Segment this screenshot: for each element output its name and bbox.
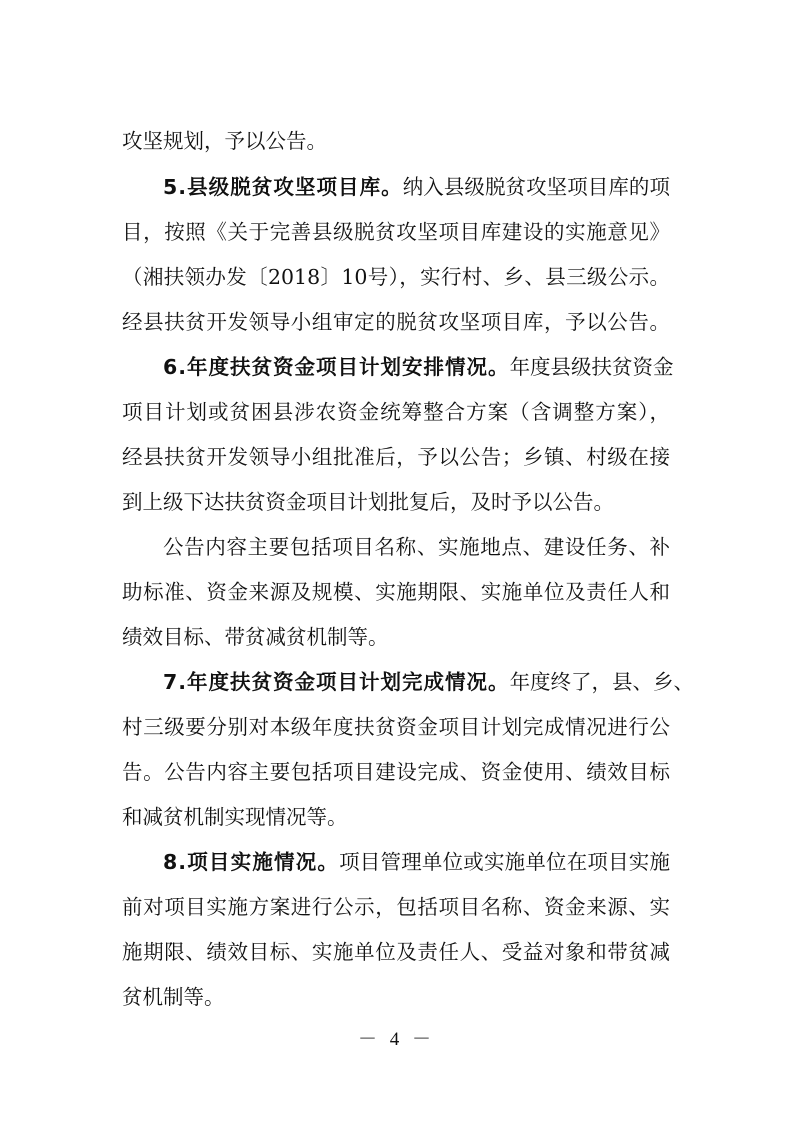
section-6-line: 到上级下达扶贫资金项目计划批复后，及时予以公告。 — [122, 490, 614, 514]
section-6-line: 经县扶贫开发领导小组批准后，予以公告；乡镇、村级在接 — [122, 445, 670, 469]
section-5-line: 经县扶贫开发领导小组审定的脱贫攻坚项目库，予以公告。 — [122, 310, 670, 334]
page-number: － 4 － — [357, 1029, 435, 1050]
content-paragraph-first-line: 公告内容主要包括项目名称、实施地点、建设任务、补 — [163, 535, 670, 559]
section-8-line: 贫机制等。 — [122, 985, 225, 1009]
section-7-line: 告。公告内容主要包括项目建设完成、资金使用、绩效目标 — [122, 760, 670, 784]
section-8-first-line: 8.项目实施情况。项目管理单位或实施单位在项目实施 — [163, 850, 671, 874]
section-6-heading: 6.年度扶贫资金项目计划安排情况。 — [163, 355, 510, 379]
content-paragraph-line: 助标准、资金来源及规模、实施期限、实施单位及责任人和 — [122, 580, 670, 604]
section-5-line: 目，按照《关于完善县级脱贫攻坚项目库建设的实施意见》 — [122, 220, 670, 244]
section-8-line: 前对项目实施方案进行公示，包括项目名称、资金来源、实 — [122, 895, 670, 919]
section-5-heading: 5.县级脱贫攻坚项目库。 — [163, 175, 403, 199]
section-7-first-line: 7.年度扶贫资金项目计划完成情况。年度终了，县、乡、 — [163, 670, 695, 694]
section-6-line: 项目计划或贫困县涉农资金统筹整合方案（含调整方案）， — [122, 400, 670, 424]
section-7-heading: 7.年度扶贫资金项目计划完成情况。 — [163, 670, 510, 694]
content-paragraph-line: 绩效目标、带贫减贫机制等。 — [122, 625, 389, 649]
section-7-line: 和减贫机制实现情况等。 — [122, 805, 348, 829]
section-5-line: （湘扶领办发〔2018〕10号），实行村、乡、县三级公示。 — [122, 265, 670, 289]
section-8-heading: 8.项目实施情况。 — [163, 850, 340, 874]
section-5-first-line: 5.县级脱贫攻坚项目库。纳入县级脱贫攻坚项目库的项 — [163, 175, 670, 199]
section-8-line: 施期限、绩效目标、实施单位及责任人、受益对象和带贫减 — [122, 940, 670, 964]
section-7-line: 村三级要分别对本级年度扶贫资金项目计划完成情况进行公 — [122, 715, 670, 739]
continuation-line: 攻坚规划，予以公告。 — [122, 129, 327, 153]
section-6-first-line: 6.年度扶贫资金项目计划安排情况。年度县级扶贫资金 — [163, 355, 674, 379]
